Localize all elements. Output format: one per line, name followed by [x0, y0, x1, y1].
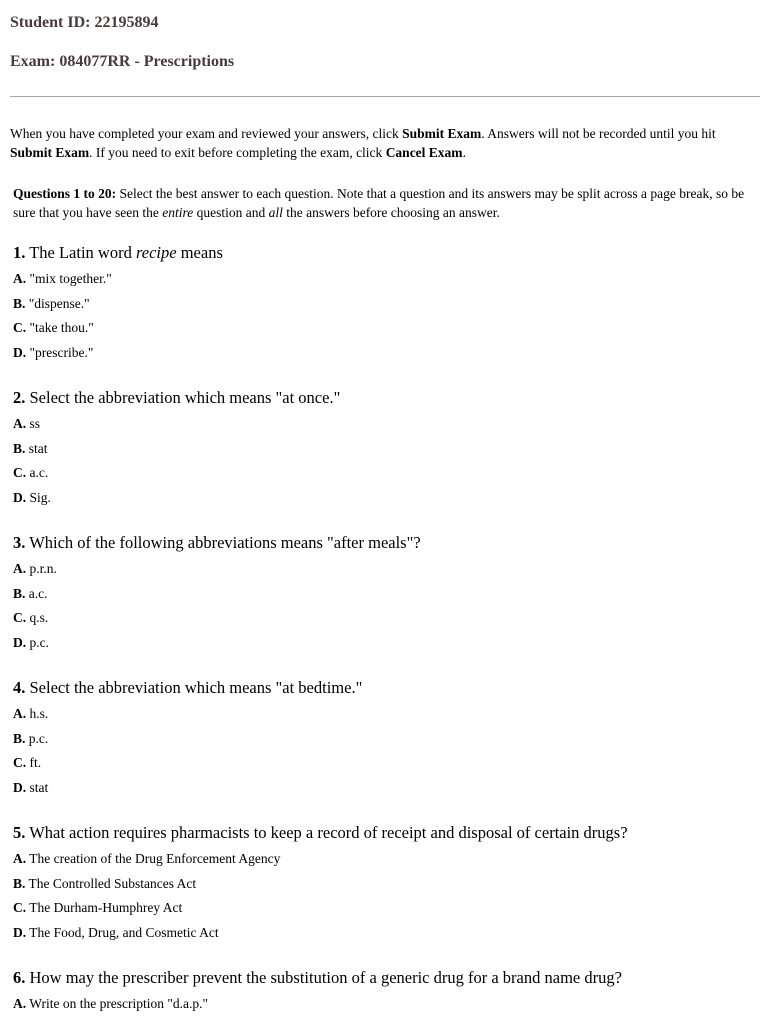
answer-option-a[interactable]: [13, 267, 757, 292]
option-text: ft.: [26, 755, 42, 770]
answer-option-d[interactable]: [13, 341, 757, 366]
option-text: Sig.: [26, 489, 51, 505]
exam-title: Exam: 084077RR - Prescriptions: [10, 53, 235, 70]
answer-option-d[interactable]: [13, 776, 757, 801]
option-text: "mix together.": [26, 271, 112, 286]
option-letter: D.: [13, 344, 27, 360]
answer-option-c[interactable]: [13, 461, 757, 486]
option-letter: A.: [13, 706, 27, 721]
questions-range-label: Questions 1 to 20:: [13, 186, 117, 201]
option-text: "dispense.": [25, 295, 90, 311]
option-letter: A.: [13, 851, 27, 866]
answer-option-a[interactable]: [13, 847, 757, 872]
question-6: [13, 967, 757, 1017]
submit-exam-reference: Submit Exam: [10, 145, 90, 160]
question-3: [13, 532, 757, 655]
option-letter: C.: [13, 610, 27, 625]
question-2: [13, 387, 757, 510]
questions-intro-emphasis: all: [268, 205, 283, 220]
option-letter: D.: [13, 634, 27, 650]
option-letter: C.: [13, 755, 27, 770]
option-text: a.c.: [25, 585, 48, 601]
question-1: [13, 242, 757, 365]
questions-intro-text: the answers before choosing an answer.: [282, 205, 500, 220]
answer-option-b[interactable]: [13, 582, 757, 607]
instructions-text: . If you need to exit before completing the exam, click: [89, 145, 386, 160]
answer-option-c[interactable]: [13, 751, 757, 776]
option-text: stat: [26, 779, 49, 795]
option-text: a.c.: [26, 465, 49, 480]
question-list: [13, 242, 757, 1017]
question-text: The Latin word: [25, 243, 136, 262]
answer-option-b[interactable]: [13, 292, 757, 317]
option-text: stat: [25, 440, 48, 456]
option-letter: A.: [13, 271, 27, 286]
answer-option-a[interactable]: [13, 412, 757, 437]
question-number: 1.: [13, 243, 26, 262]
questions-intro-text: question and: [193, 205, 269, 220]
submit-exam-reference: Submit Exam: [402, 126, 482, 141]
question-5: [13, 822, 757, 945]
option-text: p.c.: [25, 730, 49, 746]
option-letter: B.: [13, 440, 26, 456]
answer-option-d[interactable]: [13, 921, 757, 946]
question-text: Select the abbreviation which means "at bedtime.": [25, 678, 363, 697]
question-stem: [13, 967, 757, 989]
cancel-exam-reference: Cancel Exam: [385, 145, 463, 160]
answer-option-b[interactable]: [13, 437, 757, 462]
question-number: 5.: [13, 823, 26, 842]
header-divider: [10, 96, 760, 97]
questions-intro: [13, 184, 748, 222]
option-letter: C.: [13, 320, 27, 335]
option-letter: B.: [13, 875, 26, 891]
option-text: h.s.: [26, 706, 49, 721]
option-text: The Controlled Substances Act: [25, 875, 197, 891]
option-letter: C.: [13, 465, 27, 480]
option-letter: D.: [13, 924, 27, 940]
instructions-text: When you have completed your exam and reviewed your answers, click: [10, 126, 403, 141]
answer-option-a[interactable]: [13, 702, 757, 727]
question-stem: [13, 822, 757, 844]
option-letter: A.: [13, 996, 27, 1011]
question-stem: [13, 677, 757, 699]
option-text: ss: [26, 416, 41, 431]
question-number: 2.: [13, 388, 26, 407]
question-text: Select the abbreviation which means "at once.": [25, 388, 341, 407]
question-text: Which of the following abbreviations means "after meals"?: [25, 533, 421, 552]
question-text: means: [176, 243, 223, 262]
option-text: "take thou.": [26, 320, 94, 335]
option-text: Write on the prescription "d.a.p.": [26, 996, 209, 1011]
question-text: How may the prescriber prevent the substitution of a generic drug for a brand name drug?: [25, 968, 622, 987]
answer-option-d[interactable]: [13, 631, 757, 656]
question-stem: [13, 532, 757, 554]
question-stem: [13, 387, 757, 409]
option-letter: B.: [13, 585, 26, 601]
option-text: The creation of the Drug Enforcement Agency: [26, 851, 281, 866]
question-number: 4.: [13, 678, 26, 697]
option-text: "prescribe.": [26, 344, 94, 360]
option-text: The Durham-Humphrey Act: [26, 900, 183, 915]
answer-option-b[interactable]: [13, 872, 757, 897]
student-id: Student ID: 22195894: [10, 14, 159, 31]
option-text: The Food, Drug, and Cosmetic Act: [26, 924, 219, 940]
answer-option-c[interactable]: [13, 606, 757, 631]
instructions-text: .: [462, 145, 466, 160]
exam-instructions: [10, 124, 755, 162]
option-text: p.r.n.: [26, 561, 57, 576]
questions-intro-text: Select the best answer to each question. Note that a question and its answers may be split across a page break, so be sure that you have seen the: [13, 186, 745, 220]
option-letter: B.: [13, 295, 26, 311]
option-letter: B.: [13, 730, 26, 746]
question-text: What action requires pharmacists to keep a record of receipt and disposal of certain drugs?: [25, 823, 628, 842]
exam-header: [0, 0, 770, 73]
answer-option-d[interactable]: [13, 486, 757, 511]
question-number: 6.: [13, 968, 26, 987]
option-letter: C.: [13, 900, 27, 915]
option-letter: D.: [13, 489, 27, 505]
instructions-text: . Answers will not be recorded until you hit: [481, 126, 716, 141]
question-number: 3.: [13, 533, 26, 552]
question-stem: [13, 242, 757, 264]
answer-option-a[interactable]: [13, 992, 757, 1017]
answer-option-b[interactable]: [13, 727, 757, 752]
answer-option-c[interactable]: [13, 316, 757, 341]
questions-intro-emphasis: entire: [162, 205, 194, 220]
question-emphasis: recipe: [135, 243, 177, 262]
option-text: q.s.: [26, 610, 49, 625]
option-letter: A.: [13, 561, 27, 576]
option-text: p.c.: [26, 634, 49, 650]
question-4: [13, 677, 757, 800]
option-letter: A.: [13, 416, 27, 431]
option-letter: D.: [13, 779, 27, 795]
answer-option-a[interactable]: [13, 557, 757, 582]
answer-option-c[interactable]: [13, 896, 757, 921]
